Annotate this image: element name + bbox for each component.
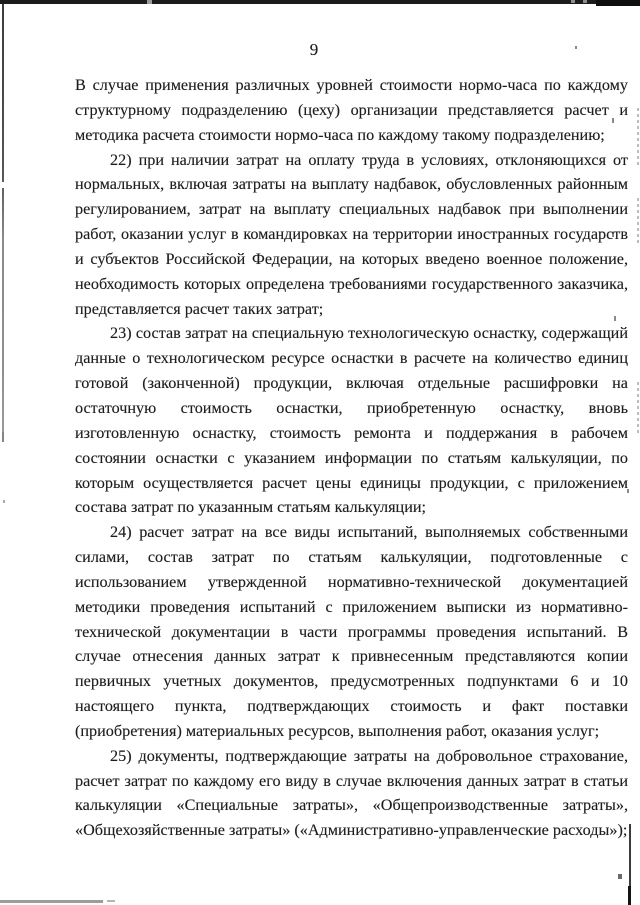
scan-edge-bottom-left: [0, 900, 103, 903]
scan-artifact: [637, 382, 639, 434]
paragraph-item-25: 25) документы, подтверждающие затраты на добровольное страхование, расчет затрат по каждому его виду в случае включения данных затрат в статьи калькуляции «Специальные затраты», «Общепроизводственные затраты», «Общехозяйственные затраты» («Административно-управленческие расходы»);: [75, 746, 628, 840]
paragraph-item-22: 22) при наличии затрат на оплату труда в условиях, отклоняющихся от нормальных, включая затраты на выплату надбавок, обусловленных районным регулированием, затрат на выплату специальных надбавок при выполнении работ, оказании услуг в командировках на территории иностранных государств и субъектов Российской Федерации, на которых введено военное положение, необходимость которых определена требованиями государственного заказчика, представляется расчет таких затрат;: [75, 150, 628, 318]
scan-artifact: [637, 108, 639, 166]
paragraph-item-23: 23) состав затрат на специальную технологическую оснастку, содержащий данные о технологическом ресурсе оснастки в расчете на количество единиц готовой (законченной) продукции, включая отдельные расшифровки на остаточную стоимость оснастки, приобретенную оснастку, вновь изготовленную оснастку, стоимость ремонта и поддержания в рабочем состоянии оснастки с указанием информации по статьям калькуляции, по которым осуществляется расчет цены единицы продукции, с приложением состава затрат по указанным статьям калькуляции;: [75, 324, 628, 517]
page-number: 9: [309, 40, 319, 59]
scan-artifact: [3, 500, 5, 503]
scan-edge-top-gap: [147, 0, 152, 4]
document-text: [75, 73, 628, 843]
scan-edge-left-gap: [1, 182, 5, 188]
paragraph-intro: В случае применения различных уровней стоимости нормо-часа по каждому структурному подразделению (цеху) организации представляется расчет и методика расчета стоимости нормо-часа по каждому такому подразделению;: [75, 76, 628, 144]
scan-artifact: [107, 900, 115, 902]
scan-edge-left: [2, 4, 4, 432]
scan-edge-top-right: [596, 0, 640, 6]
scan-edge-top-gap: [583, 0, 587, 3]
scan-edge-top: [0, 0, 640, 4]
scan-artifact: [637, 198, 639, 246]
scan-edge-right-bottom: [628, 886, 631, 905]
scan-edge-top-gap: [571, 0, 575, 3]
scan-artifact: [2, 432, 4, 442]
scan-artifact: [618, 874, 622, 879]
paragraph-item-24: 24) расчет затрат на все виды испытаний, выполняемых собственными силами, состав затрат по статьям калькуляции, подготовленные с использованием утвержденной нормативно-технической документацией методики проведения испытаний с приложением выписки из нормативно-технической документации в части программы проведения испытаний. В случае отнесения данных затрат к привнесенным представляются копии первичных учетных документов, предусмотренных подпунктами 6 и 10 настоящего пункта, подтверждающих стоимость и факт поставки (приобретения) материальных ресурсов, выполнения работ, оказания услуг;: [75, 523, 628, 740]
